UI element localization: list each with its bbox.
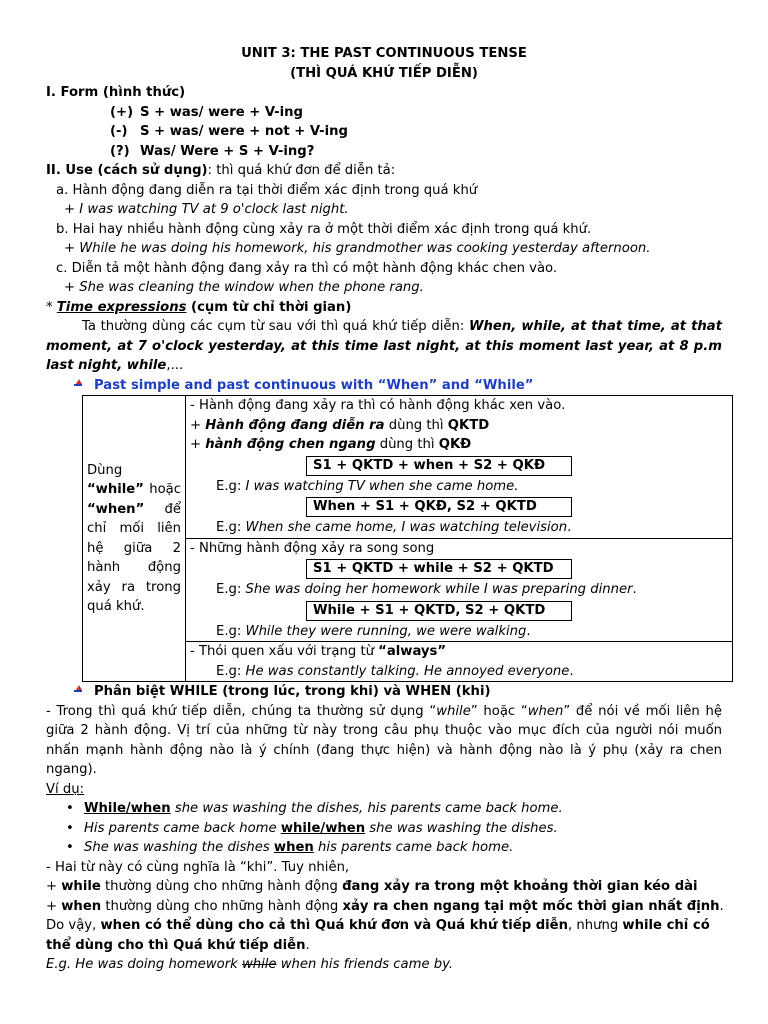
when-while-table <box>82 395 733 682</box>
formula-box: S1 + QKTD + while + S2 + QKTD <box>306 559 572 579</box>
example-line: E.g: She was doing her homework while I was preparing dinner. <box>216 582 637 597</box>
formula-box: When + S1 + QKĐ, S2 + QKTD <box>306 497 572 517</box>
use-b-example: + While he was doing his homework, his grandmother was cooking yesterday afternoon. <box>64 241 651 256</box>
example-line: E.g: While they were running, we were walking. <box>216 623 531 639</box>
list-item: • She was washing the dishes when his parents came back home. <box>84 838 722 858</box>
use-c-example: + She was cleaning the window when the phone rang. <box>64 280 424 295</box>
use-b: b. Hai hay nhiều hành động cùng xảy ra ở một thời điểm xác định trong quá khứ. <box>56 221 592 237</box>
arrow-bullet-icon <box>72 684 84 696</box>
example-line: E.g: When she came home, I was watching television. <box>216 520 572 535</box>
form-question: (?) Was/ Were + S + V-ing? <box>110 143 315 159</box>
page-title: UNIT 3: THE PAST CONTINUOUS TENSE <box>241 46 527 61</box>
example-list <box>46 799 722 858</box>
table-row-habit: - Thói quen xấu với trạng từ “always” E.g: He was constantly talking. He annoyed everyone. <box>186 642 733 682</box>
form-negative: (-) S + was/ were + not + V-ing <box>110 124 348 139</box>
example-line: E.g: He was constantly talking. He annoyed everyone. <box>216 663 574 679</box>
section-while-when: Phân biệt WHILE (trong lúc, trong khi) và WHEN (khi) <box>46 682 722 702</box>
use-heading: II. Use (cách sử dụng): thì quá khứ đơn để diễn tả: <box>46 163 396 178</box>
diff-conclusion: Do vậy, when có thể dùng cho cả thì Quá khứ đơn và Quá khứ tiếp diễn, nhưng while chỉ có thể dùng cho thì Quá khứ tiếp diễn. <box>46 918 710 953</box>
diff-while-usage: + while thường dùng cho những hành động đang xảy ra trong một khoảng thời gian kéo dài <box>46 879 698 894</box>
diff-meaning: - Hai từ này có cùng nghĩa là “khi”. Tuy nhiên, <box>46 859 350 875</box>
document <box>46 44 722 975</box>
example-line: E.g: I was watching TV when she came home. <box>216 478 519 494</box>
use-a-example: + I was watching TV at 9 o'clock last night. <box>64 202 349 217</box>
list-item: • While/when she was washing the dishes, his parents came back home. <box>84 799 722 819</box>
use-c: c. Diễn tả một hành động đang xảy ra thì có một hành động khác chen vào. <box>56 260 558 276</box>
example-heading: Ví dụ: <box>46 781 85 797</box>
list-item: • His parents came back home while/when she was washing the dishes. <box>84 819 722 839</box>
time-expressions-paragraph: Ta thường dùng các cụm từ sau với thì quá khứ tiếp diễn: When, while, at that time, at that moment, at 7 o'clock yesterday, at this time last night, at this moment last year, at 8 p.m last night, while,... <box>46 319 722 373</box>
page-subtitle: (THÌ QUÁ KHỨ TIẾP DIỄN) <box>290 65 478 81</box>
time-expressions-heading: * Time expressions (cụm từ chỉ thời gian) <box>46 299 352 315</box>
arrow-bullet-icon <box>72 378 84 390</box>
formula-box: While + S1 + QKTD, S2 + QKTD <box>306 601 572 621</box>
table-row-parallel: - Những hành động xảy ra song song S1 + QKTD + while + S2 + QKTD E.g: She was doing her homework while I was preparing dinner. While + S1 + QKTD, S2 + QKTD E.g: While they were running, we were walking. <box>186 538 733 642</box>
form-heading: I. Form (hình thức) <box>46 85 186 100</box>
section-past-simple-continuous: Past simple and past continuous with “When” and “While” <box>46 376 722 396</box>
final-example: E.g. He was doing homework while when his friends came by. <box>46 957 454 972</box>
diff-paragraph: - Trong thì quá khứ tiếp diễn, chúng ta thường sử dụng “while” hoặc “when” để nói về mối liên hệ giữa 2 hành động. Vị trí của những từ này trong câu phụ thuộc vào mục đích của người nói muốn nhấn mạnh hành động nào là ý chính (đang thực hiện) và hành động nào là ý phụ (xảy ra chen ngang). <box>46 703 722 777</box>
diff-when-usage: + when thường dùng cho những hành động xảy ra chen ngang tại một mốc thời gian nhất định. <box>46 898 724 914</box>
table-row-interrupted: - Hành động đang xảy ra thì có hành động khác xen vào. + Hành động đang diễn ra dùng thì QKTD + hành động chen ngang dùng thì QKĐ S1 + QKTD + when + S2 + QKĐ E.g: I was watching TV when she came home. When + S1 + QKĐ, S2 + QKTD E.g: When she came home, I was watching television. <box>186 396 733 539</box>
use-a: a. Hành động đang diễn ra tại thời điểm xác định trong quá khứ <box>56 182 478 198</box>
formula-box: S1 + QKTD + when + S2 + QKĐ <box>306 456 572 476</box>
form-affirmative: (+) S + was/ were + V-ing <box>110 104 303 120</box>
table-left-cell: Dùng “while” hoặc “when” để chỉ mối liên hệ giữa 2 hành động xảy ra trong quá khứ. <box>83 396 186 682</box>
